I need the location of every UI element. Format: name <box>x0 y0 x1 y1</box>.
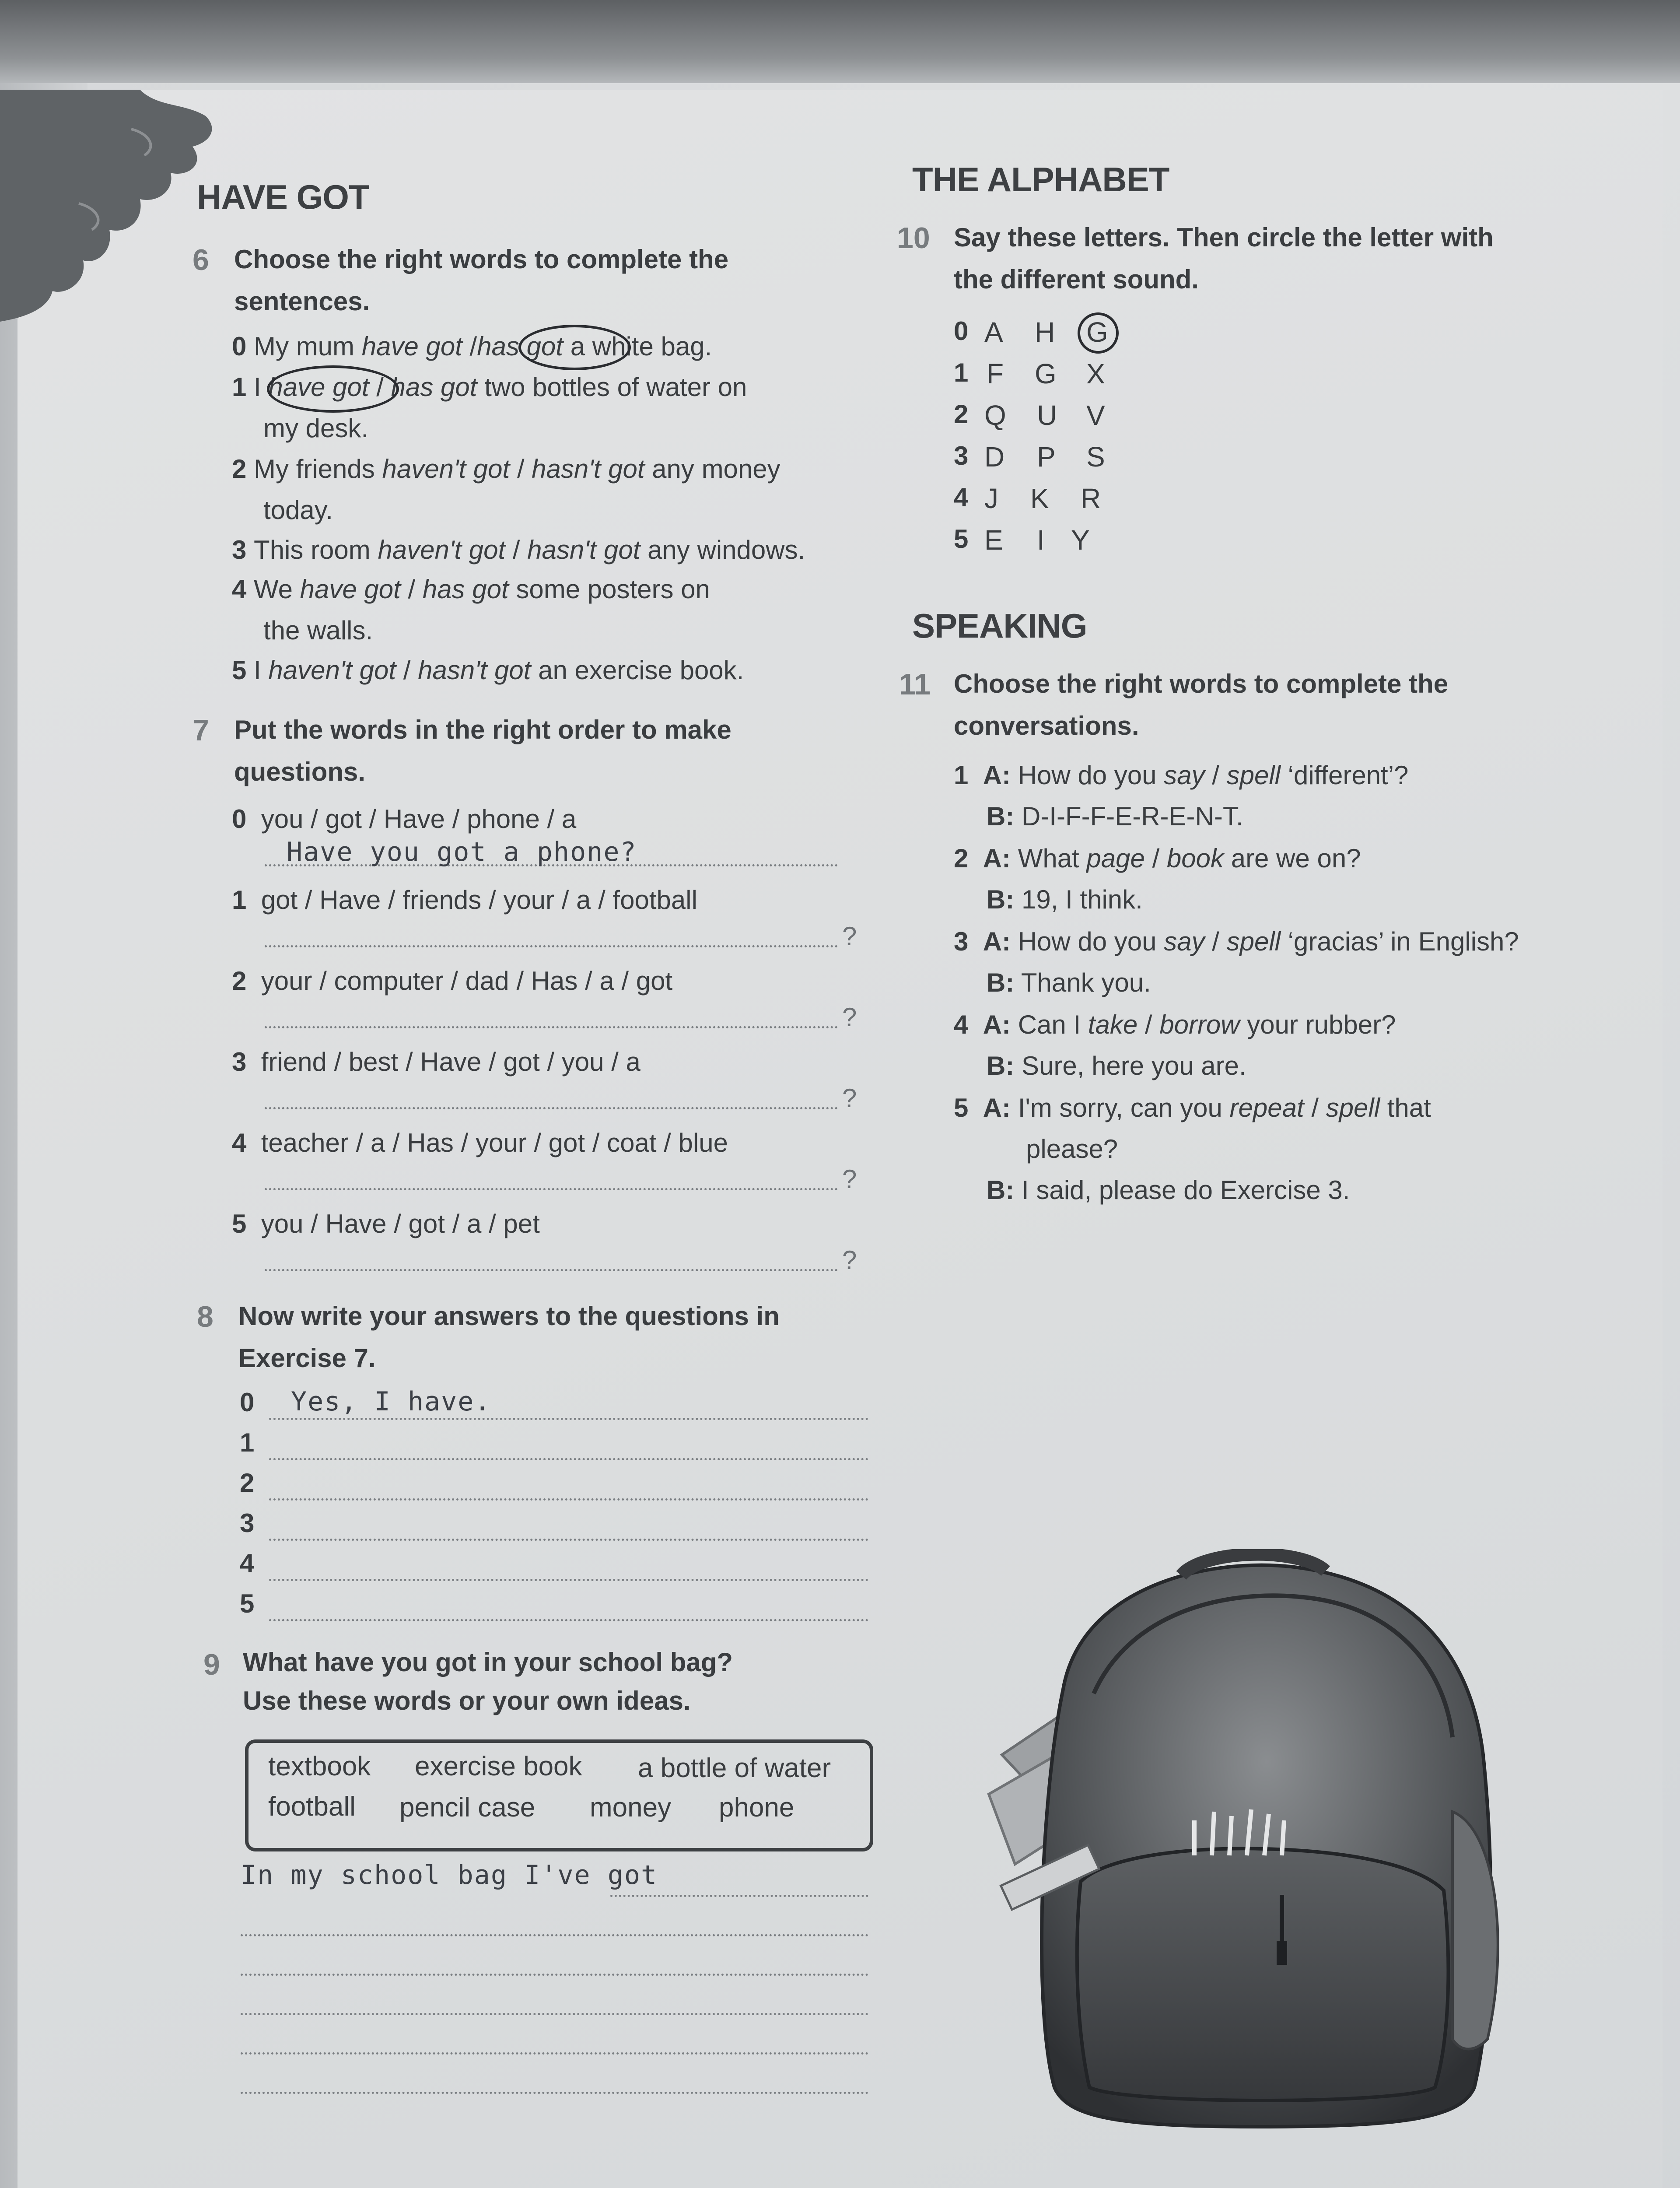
section-title-alphabet: THE ALPHABET <box>912 160 1169 199</box>
ex6-item-0: 0 My mum have got /has got a white bag. <box>232 332 712 361</box>
ex8-handwritten-answer-0: Yes, I have. <box>291 1386 491 1417</box>
conversation-1: 1 A: How do you say / spell ‘different’? B: D-I-F-F-E-R-E-N-T. <box>954 761 1409 831</box>
ex9-answer-line-3[interactable] <box>241 2013 868 2015</box>
pen-circle-letter-g <box>1078 312 1119 354</box>
exercise-7-number: 7 <box>192 714 209 747</box>
ex6-item-3: 3 This room haven't got / hasn't got any windows. <box>232 535 805 565</box>
exercise-10-number: 10 <box>897 221 930 255</box>
pen-circle-have-got <box>267 365 399 413</box>
ex8-item-number: 5 <box>240 1589 255 1618</box>
ex8-item-number: 3 <box>240 1508 255 1538</box>
ex8-item-number: 1 <box>240 1428 255 1457</box>
section-title-have-got: HAVE GOT <box>197 178 369 216</box>
photo-top-shadow <box>0 0 1680 83</box>
question-mark: ? <box>842 1003 857 1032</box>
section-title-speaking: SPEAKING <box>912 607 1087 645</box>
ex6-item-1: 1 I have got / has got two bottles of water on my desk. <box>232 372 747 443</box>
question-mark: ? <box>842 1164 857 1194</box>
ex8-answer-line-0[interactable] <box>269 1418 868 1420</box>
pen-circle-has-got <box>518 325 631 370</box>
word-bank-item: football <box>268 1792 356 1822</box>
exercise-8-number: 8 <box>197 1300 214 1333</box>
ex8-item-number: 0 <box>240 1388 255 1417</box>
exercise-8-instruction: Now write your answers to the questions in Exercise 7. <box>238 1301 780 1373</box>
ex7-item-5: 5 you / Have / got / a / pet <box>232 1209 540 1238</box>
conversation-4: 4 A: Can I take / borrow your rubber? B: Sure, here you are. <box>954 1010 1396 1080</box>
exercise-6-number: 6 <box>192 243 209 277</box>
ex9-answer-line-4[interactable] <box>241 2052 868 2055</box>
backpack-illustration <box>976 1549 1544 2131</box>
conversation-5: 5 A: I'm sorry, can you repeat / spell that please? B: I said, please do Exercise 3. <box>954 1093 1431 1205</box>
ex6-item-4: 4 We have got / has got some posters on the walls. <box>232 575 710 645</box>
ex7-item-1: 1 got / Have / friends / your / a / football <box>232 885 697 915</box>
ex7-answer-line-3[interactable] <box>265 1107 838 1109</box>
conversation-2: 2 A: What page / book are we on? B: 19, I think. <box>954 844 1361 914</box>
word-bank-item: pencil case <box>399 1792 536 1823</box>
word-bank-item: money <box>590 1792 672 1823</box>
exercise-9-number: 9 <box>203 1648 220 1681</box>
ex8-item-number: 2 <box>240 1468 255 1497</box>
ex6-item-5: 5 I haven't got / hasn't got an exercise book. <box>232 656 744 685</box>
word-bank-item: exercise book <box>415 1751 582 1781</box>
question-mark: ? <box>842 922 857 951</box>
ex7-item-2: 2 your / computer / dad / Has / a / got <box>232 966 673 996</box>
ex7-item-4: 4 teacher / a / Has / your / got / coat / blue <box>232 1128 728 1157</box>
photo-background: HAVE GOT 6 Choose the right words to complete the sentences. 0 My mum have got /has got a white bag. 1 I have got / has got two bottles of water on my desk. 2 My friends haven't got / hasn't got any money today. 3 This room haven't got / hasn't got any windows. 4 We have got / has got some posters on the walls. 5 I haven't got / hasn't got an exercise book. 7 Put the words in the right order to make questions. 0 you / got / Have / phone / a Have you got a phone? 1 got / Have / friends / your / a / football ? 2 your / computer / dad / Has / a / got ? 3 friend / best / Have / got / you / a ? 4 teacher / a / Has / your / got / coat / blue ? 5 you / Have / got / a / pet ? 8 Now write your answers to the questions in Exercise 7. 0 Yes, I have. 1 2 3 4 5 9 What have you got in your school bag? Use these words or your own ideas. textbook exercise book a bottle of water football pencil case money phone In my school bag I've got THE ALPHABET 10 Say these letters. Then circle the letter with the different sound. 0 A H G 1 F G X 2 Q U V 3 D P S 4 J K R 5 E I Y SPEAKING 11 Choose the right words to complete the conversations. 1 A: How do you say / spell ‘different’? B: D-I-F-F-E-R-E-N-T. 2 A: What page / book are we on? B: 19, I think. 3 A: How do you say / spell ‘gracias’ in English? B: Thank you. 4 A: Can I take / borrow your rubber? B: Sure, here you are. 5 A: I'm sorry, can you repeat / spell that please? B: I said, please do Exercise 3. <box>0 0 1680 2188</box>
ex7-answer-line-4[interactable] <box>265 1188 838 1190</box>
exercise-11-instruction: Choose the right words to complete the conversations. <box>954 669 1449 740</box>
ex7-answer-line-5[interactable] <box>265 1269 838 1271</box>
tree-silhouette-icon <box>0 90 228 326</box>
conversation-3: 3 A: How do you say / spell ‘gracias’ in English? B: Thank you. <box>954 927 1519 997</box>
ex9-answer-line-1[interactable] <box>241 1934 868 1936</box>
exercise-7-instruction: Put the words in the right order to make questions. <box>234 715 732 786</box>
ex7-item-3: 3 friend / best / Have / got / you / a <box>232 1047 640 1076</box>
ex7-handwritten-answer-0: Have you got a phone? <box>287 837 637 867</box>
exercise-6-instruction: Choose the right words to complete the sentences. <box>234 245 729 316</box>
exercise-10-instruction: Say these letters. Then circle the letter with the different sound. <box>954 223 1494 294</box>
ex9-handwritten-start: In my school bag I've got <box>241 1860 658 1890</box>
ex9-answer-line-0[interactable] <box>610 1895 868 1897</box>
ex9-answer-line-5[interactable] <box>241 2092 868 2094</box>
question-mark: ? <box>842 1245 857 1275</box>
ex8-answer-line-2[interactable] <box>269 1498 868 1501</box>
exercise-9-instruction: What have you got in your school bag? Use these words or your own ideas. <box>243 1648 733 1715</box>
word-bank-item: phone <box>719 1792 794 1823</box>
ex8-item-number: 4 <box>240 1549 255 1578</box>
ex6-item-2: 2 My friends haven't got / hasn't got any money today. <box>232 454 780 525</box>
word-bank-item: a bottle of water <box>638 1753 831 1783</box>
question-mark: ? <box>842 1083 857 1113</box>
word-bank-item: textbook <box>268 1751 371 1781</box>
ex7-item-0: 0 you / got / Have / phone / a <box>232 804 577 834</box>
ex7-answer-line-1[interactable] <box>265 945 838 947</box>
ex7-answer-line-2[interactable] <box>265 1026 838 1028</box>
word-bank-box <box>245 1739 873 1851</box>
exercise-11-number: 11 <box>899 668 931 701</box>
ex8-answer-line-5[interactable] <box>269 1619 868 1621</box>
ex8-answer-line-1[interactable] <box>269 1458 868 1460</box>
ex9-answer-line-2[interactable] <box>241 1974 868 1976</box>
ex8-answer-line-3[interactable] <box>269 1539 868 1541</box>
ex8-answer-line-4[interactable] <box>269 1579 868 1581</box>
